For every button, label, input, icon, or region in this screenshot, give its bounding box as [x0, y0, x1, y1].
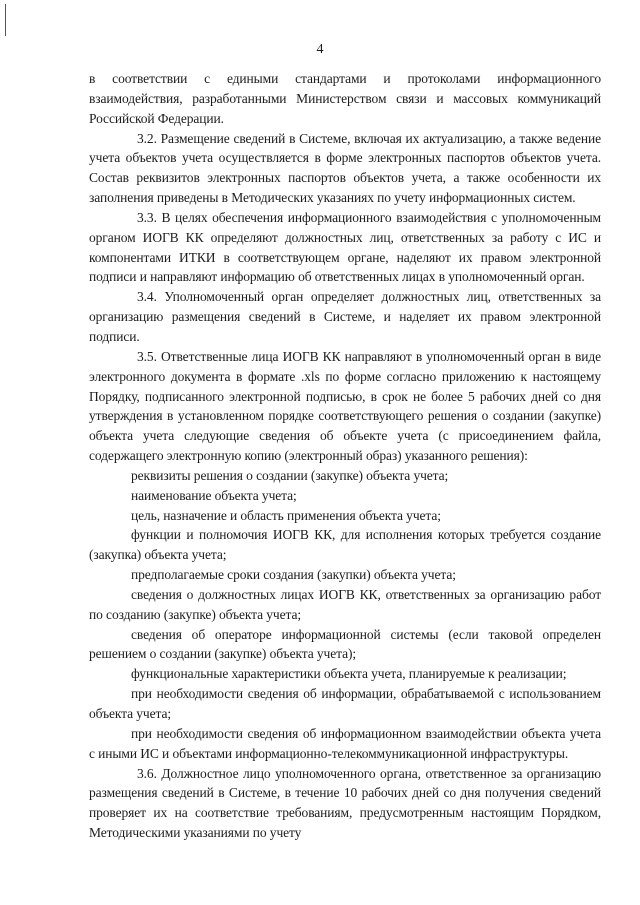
- list-item-purpose: цель, назначение и область применения объекта учета;: [131, 507, 441, 523]
- list-item-responsible-persons: сведения о должностных лицах ИОГВ КК, ответственных за организацию работ по созданию (закупке) объекта учета;: [89, 586, 601, 622]
- list-item-operator: сведения об операторе информационной системы (если таковой определен решением о создании (закупке) объекта учета);: [89, 626, 601, 662]
- paragraph-3-2: 3.2. Размещение сведений в Системе, включая их актуализацию, а также ведение учета объектов учета осуществляется в форме электронных паспортов объектов учета. Состав реквизитов электронных паспортов объектов учета, а также особенности их заполнения приведены в Методических указаниях по учету информационных систем.: [89, 130, 601, 206]
- list-item-functions: функции и полномочия ИОГВ КК, для исполнения которых требуется создание (закупка) объекта учета;: [89, 527, 601, 563]
- list-item-information-interaction: при необходимости сведения об информационном взаимодействии объекта учета с иными ИС и объектами информационно-телекоммуникационной инфраструктуры.: [89, 725, 601, 761]
- list-item-object-name: наименование объекта учета;: [131, 487, 297, 503]
- paragraph-3-5: 3.5. Ответственные лица ИОГВ КК направляют в уполномоченный орган в виде электронного документа в формате .xls по форме согласно приложению к настоящему Порядку, подписанного электронной подписью, в срок не более 5 рабочих дней со дня утверждения в установленном порядке соответствующего решения о создании (закупке) объекта учета следующие сведения об объекте учета (с присоединением файла, содержащего электронную копию (электронный образ) указанного решения):: [89, 348, 601, 464]
- list-item-decision-details: реквизиты решения о создании (закупке) объекта учета;: [131, 467, 449, 483]
- list-item-functional-characteristics: функциональные характеристики объекта учета, планируемые к реализации;: [131, 666, 567, 682]
- page-number: 4: [316, 42, 324, 57]
- scan-edge-mark: [5, 4, 6, 36]
- list-item-terms: предполагаемые сроки создания (закупки) объекта учета;: [131, 567, 456, 583]
- paragraph-3-4: 3.4. Уполномоченный орган определяет должностных лиц, ответственных за организацию размещения сведений в Системе, и наделяет их правом электронной подписи.: [89, 289, 601, 344]
- paragraph-continuation: в соответствии с едиными стандартами и протоколами информационного взаимодействия, разработанными Министерством связи и массовых коммуникаций Российской Федерации.: [89, 71, 601, 126]
- paragraph-3-6: 3.6. Должностное лицо уполномоченного органа, ответственное за организацию размещения сведений в Системе, в течение 10 рабочих дней со дня получения сведений проверяет их на соответствие требованиям, предусмотренным настоящим Порядком, Методическими указаниями по учету: [89, 765, 601, 841]
- list-item-processed-information: при необходимости сведения об информации, обрабатываемой с использованием объекта учета;: [89, 686, 601, 721]
- paragraph-3-3: 3.3. В целях обеспечения информационного взаимодействия с уполномоченным органом ИОГВ КК определяют должностных лиц, ответственных за работу с ИС и компонентами ИТКИ в соответствующем органе, наделяют их правом электронной подписи и направляют информацию об ответственных лицах в уполномоченный орган.: [89, 209, 601, 285]
- document-body: [89, 69, 601, 843]
